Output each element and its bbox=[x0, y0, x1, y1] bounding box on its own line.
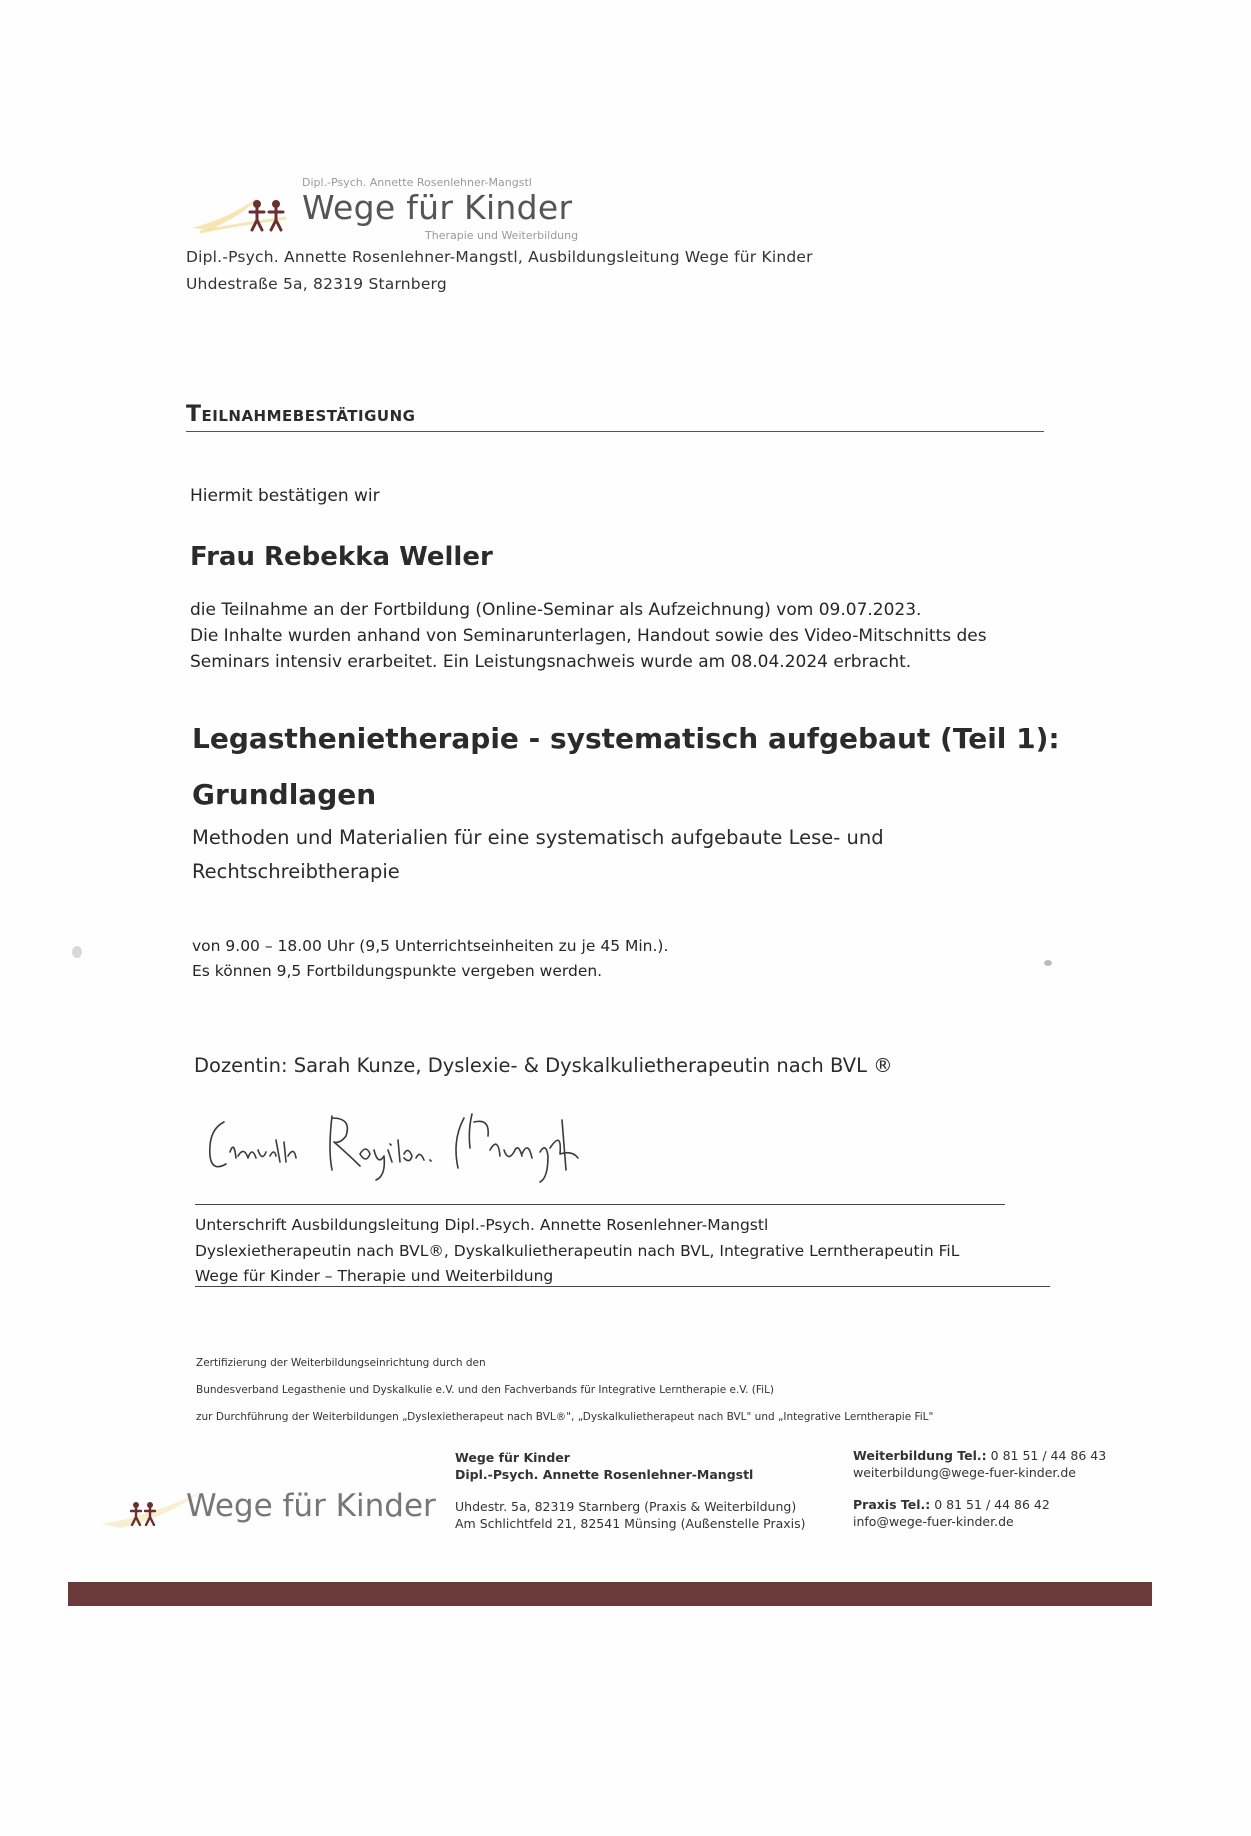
footer-contact-column bbox=[853, 1447, 1106, 1530]
footer-address-1: Uhdestr. 5a, 82319 Starnberg (Praxis & Weiterbildung) bbox=[455, 1499, 797, 1514]
signature-bottom-divider bbox=[195, 1286, 1050, 1287]
seminar-title-line-1: Legasthenietherapie - systematisch aufgebaut (Teil 1): bbox=[192, 722, 1060, 755]
footer-address-2: Am Schlichtfeld 21, 82541 Münsing (Außenstelle Praxis) bbox=[455, 1516, 806, 1531]
logo-name: Wege für Kinder bbox=[302, 188, 573, 227]
certification-line-2: Bundesverband Legasthenie und Dyskalkulie e.V. und den Fachverbands für Integrative Lerntherapie e.V. (FiL) bbox=[196, 1384, 775, 1396]
signature-line-3: Wege für Kinder – Therapie und Weiterbildung bbox=[195, 1267, 554, 1285]
title-divider bbox=[186, 431, 1044, 432]
body-line-2: Die Inhalte wurden anhand von Seminarunterlagen, Handout sowie des Video-Mitschnitts des bbox=[190, 626, 987, 646]
certification-line-3: zur Durchführung der Weiterbildungen „Dyslexietherapeut nach BVL®", „Dyskalkulietherapeut nach BVL" und „Integrative Lerntherapie FiL" bbox=[196, 1411, 934, 1423]
footer-weiterbildung-label: Weiterbildung Tel.: bbox=[853, 1448, 987, 1463]
footer-children-icon bbox=[128, 1500, 158, 1526]
seminar-subtitle-line-2: Rechtschreibtherapie bbox=[192, 860, 400, 883]
handwritten-signature bbox=[200, 1100, 660, 1190]
children-icon bbox=[247, 198, 287, 232]
footer-org-name: Wege für Kinder bbox=[455, 1450, 570, 1465]
signature-line-1: Unterschrift Ausbildungsleitung Dipl.-Psych. Annette Rosenlehner-Mangstl bbox=[195, 1216, 769, 1234]
footer-praxis-phone: 0 81 51 / 44 86 42 bbox=[930, 1497, 1050, 1512]
page-title: Teilnahmebestätigung bbox=[186, 402, 416, 427]
logo-top-line: Dipl.-Psych. Annette Rosenlehner-Mangstl bbox=[302, 176, 532, 189]
footer-director: Dipl.-Psych. Annette Rosenlehner-Mangstl bbox=[455, 1467, 754, 1482]
body-line-3: Seminars intensiv erarbeitet. Ein Leistungsnachweis wurde am 08.04.2024 erbracht. bbox=[190, 652, 912, 672]
seminar-title-line-2: Grundlagen bbox=[192, 778, 377, 811]
footer-praxis-email[interactable]: info@wege-fuer-kinder.de bbox=[853, 1514, 1014, 1529]
footer-logo bbox=[100, 1478, 436, 1538]
header-logo bbox=[190, 176, 580, 248]
logo-subtitle: Therapie und Weiterbildung bbox=[425, 229, 579, 242]
footer-logo-name: Wege für Kinder bbox=[186, 1488, 436, 1524]
lecturer-line: Dozentin: Sarah Kunze, Dyslexie- & Dyskalkulietherapeutin nach BVL ® bbox=[194, 1054, 893, 1077]
footer-praxis-label: Praxis Tel.: bbox=[853, 1497, 931, 1512]
scan-speck bbox=[72, 946, 82, 958]
body-line-1: die Teilnahme an der Fortbildung (Online-Seminar als Aufzeichnung) vom 09.07.2023. bbox=[190, 600, 922, 620]
recipient-name: Frau Rebekka Weller bbox=[190, 542, 493, 572]
footer-weiterbildung-phone: 0 81 51 / 44 86 43 bbox=[986, 1448, 1107, 1463]
scan-speck bbox=[1044, 960, 1052, 966]
certification-line-1: Zertifizierung der Weiterbildungseinrichtung durch den bbox=[196, 1357, 486, 1369]
footer-address-column bbox=[455, 1449, 806, 1532]
footer-color-bar bbox=[68, 1582, 1152, 1606]
points-details: Es können 9,5 Fortbildungspunkte vergeben werden. bbox=[192, 962, 603, 980]
time-details: von 9.00 – 18.00 Uhr (9,5 Unterrichtseinheiten zu je 45 Min.). bbox=[192, 937, 669, 955]
signature-line-2: Dyslexietherapeutin nach BVL®, Dyskalkulietherapeutin nach BVL, Integrative Lerntherapeutin FiL bbox=[195, 1242, 960, 1260]
sender-line-1: Dipl.-Psych. Annette Rosenlehner-Mangstl, Ausbildungsleitung Wege für Kinder bbox=[186, 248, 813, 266]
seminar-subtitle-line-1: Methoden und Materialien für eine systematisch aufgebaute Lese- und bbox=[192, 826, 884, 849]
footer-weiterbildung-email[interactable]: weiterbildung@wege-fuer-kinder.de bbox=[853, 1465, 1076, 1480]
signature-divider bbox=[195, 1204, 1005, 1205]
sender-line-2: Uhdestraße 5a, 82319 Starnberg bbox=[186, 275, 447, 293]
intro-text: Hiermit bestätigen wir bbox=[190, 486, 380, 506]
